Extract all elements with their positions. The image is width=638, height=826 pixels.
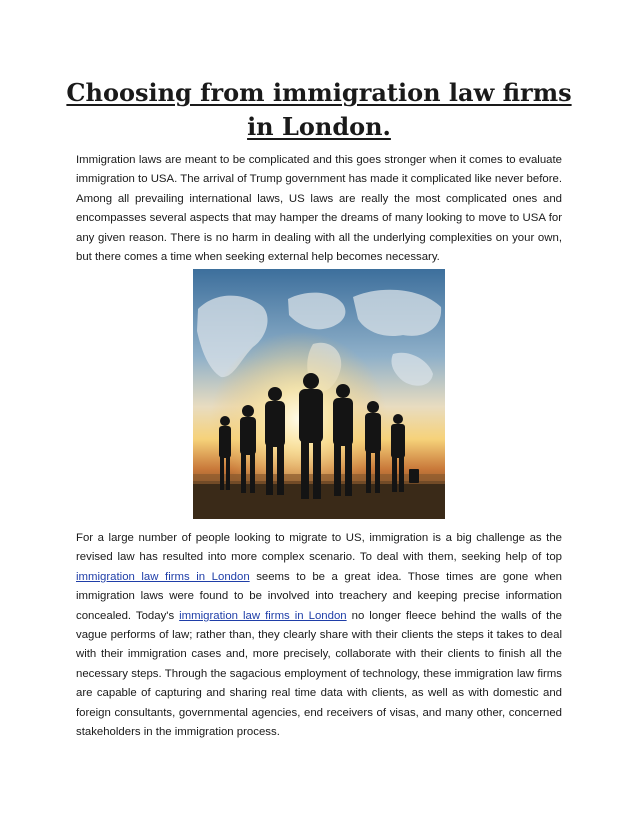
body-text-part2: seems to be a great idea. Those times are gone when immigration laws were found to be involved into treachery and keeping precise information concealed. Today's [76, 570, 562, 622]
intro-paragraph: Immigration laws are meant to be complicated and this goes stronger when it comes to evaluate immigration to USA. The arrival of Trump government has made it complicated like never before. Among all prevailing international laws, US laws are really the most complicated ones and encompasses several aspects that may hamper the dreams of many looking to move to USA for any given reason. There is no harm in dealing with all the underlying complexities on your own, but there comes a time when seeking external help becomes necessary. [76, 154, 563, 264]
body-paragraph [76, 529, 562, 742]
immigration-law-firms-link-1[interactable]: immigration law firms in London [76, 570, 250, 583]
immigration-law-firms-link-2[interactable]: immigration law firms in London [179, 609, 347, 622]
body-text-part1: For a large number of people looking to migrate to US, immigration is a big challenge as the revised law has resulted into more complex scenario. To deal with them, seeking help of top [76, 532, 562, 564]
document-title: Choosing from immigration law firms in London. [66, 78, 572, 141]
body-text-part3: no longer fleece behind the walls of the vague performs of law; rather than, they clearly share with their clients the steps it takes to deal with their immigration cases and, more precisely, collaborate with their clients to finish all the necessary steps. Through the sagacious employment of technology, these immigration law firms are capable of capturing and sharing real time data with clients, as well as with domestic and foreign consultants, governmental agencies, end receivers of visas, and many other, concerned stakeholders in the immigration process. [76, 609, 562, 739]
silhouettes-world-map-image [193, 269, 445, 519]
